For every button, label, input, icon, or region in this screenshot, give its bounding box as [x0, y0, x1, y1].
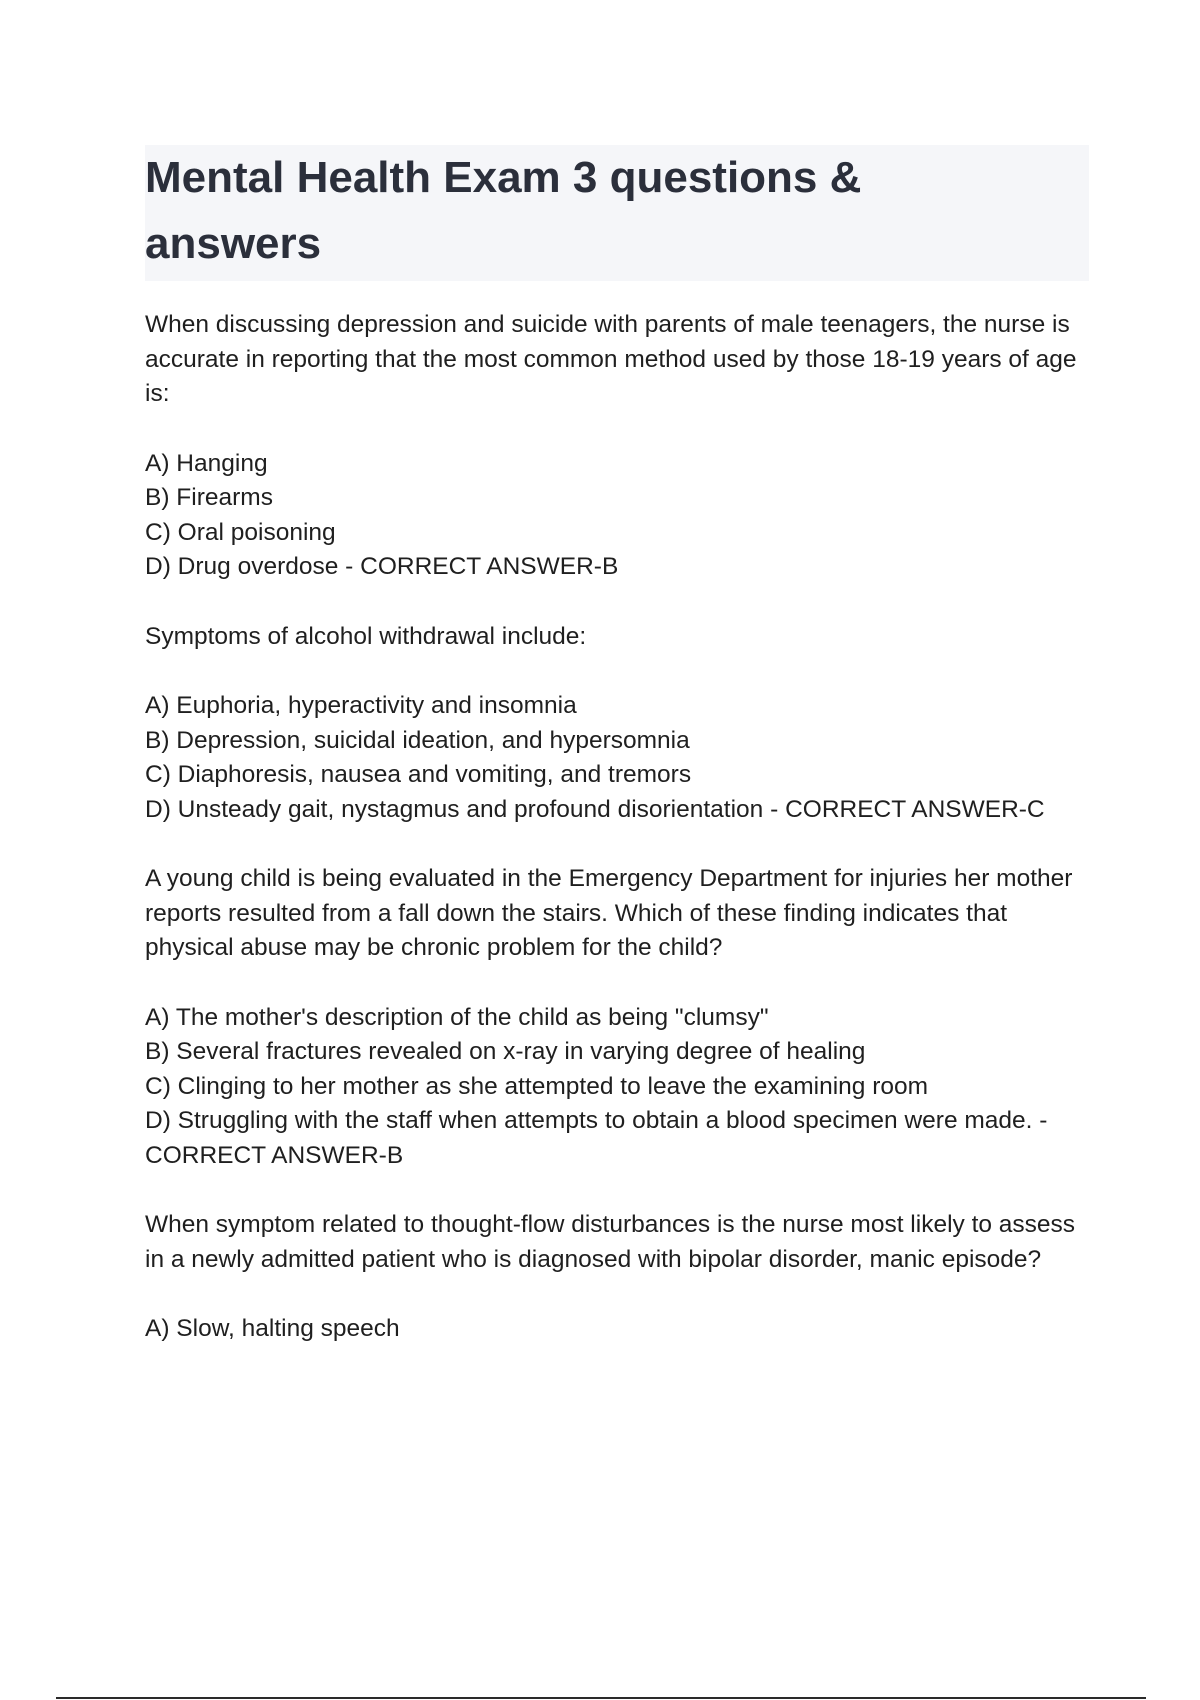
option-item: C) Diaphoresis, nausea and vomiting, and tremors [145, 761, 692, 788]
option-item: A) Hanging [145, 449, 268, 477]
title-banner [145, 145, 1089, 281]
question-1-options [145, 447, 1085, 585]
option-item: B) Depression, suicidal ideation, and hypersomnia [145, 726, 690, 754]
option-item: A) Euphoria, hyperactivity and insomnia [145, 692, 577, 719]
option-item: D) Struggling with the staff when attempts to obtain a blood specimen were made. - CORRECT ANSWER-B [145, 1107, 1048, 1169]
question-2-options [145, 689, 1085, 827]
document-title: Mental Health Exam 3 questions & answers [145, 153, 862, 268]
page-bottom-divider [56, 1697, 1146, 1699]
option-item: D) Unsteady gait, nystagmus and profound disorientation - CORRECT ANSWER-C [145, 795, 1045, 823]
question-3-options [145, 1001, 1085, 1174]
option-item: B) Firearms [145, 484, 273, 511]
question-1-text: When discussing depression and suicide with parents of male teenagers, the nurse is accurate in reporting that the most common method used by those 18-19 years of age is: [145, 311, 1077, 407]
question-3-text: A young child is being evaluated in the Emergency Department for injuries her mother reports resulted from a fall down the stairs. Which of these finding indicates that physical abuse may be chronic problem for the child? [145, 865, 1073, 961]
option-item: B) Several fractures revealed on x-ray in varying degree of healing [145, 1038, 866, 1065]
question-2-text: Symptoms of alcohol withdrawal include: [145, 622, 587, 650]
option-item: D) Drug overdose - CORRECT ANSWER-B [145, 553, 619, 580]
option-item: C) Clinging to her mother as she attempted to leave the examining room [145, 1072, 929, 1100]
question-4-text: When symptom related to thought-flow disturbances is the nurse most likely to assess in a newly admitted patient who is diagnosed with bipolar disorder, manic episode? [145, 1211, 1076, 1273]
question-list [145, 308, 1085, 1382]
option-item: A) The mother's description of the child as being "clumsy" [145, 1003, 769, 1031]
question-4-options [145, 1312, 1085, 1347]
option-item: C) Oral poisoning [145, 518, 336, 546]
option-item: A) Slow, halting speech [145, 1315, 400, 1342]
